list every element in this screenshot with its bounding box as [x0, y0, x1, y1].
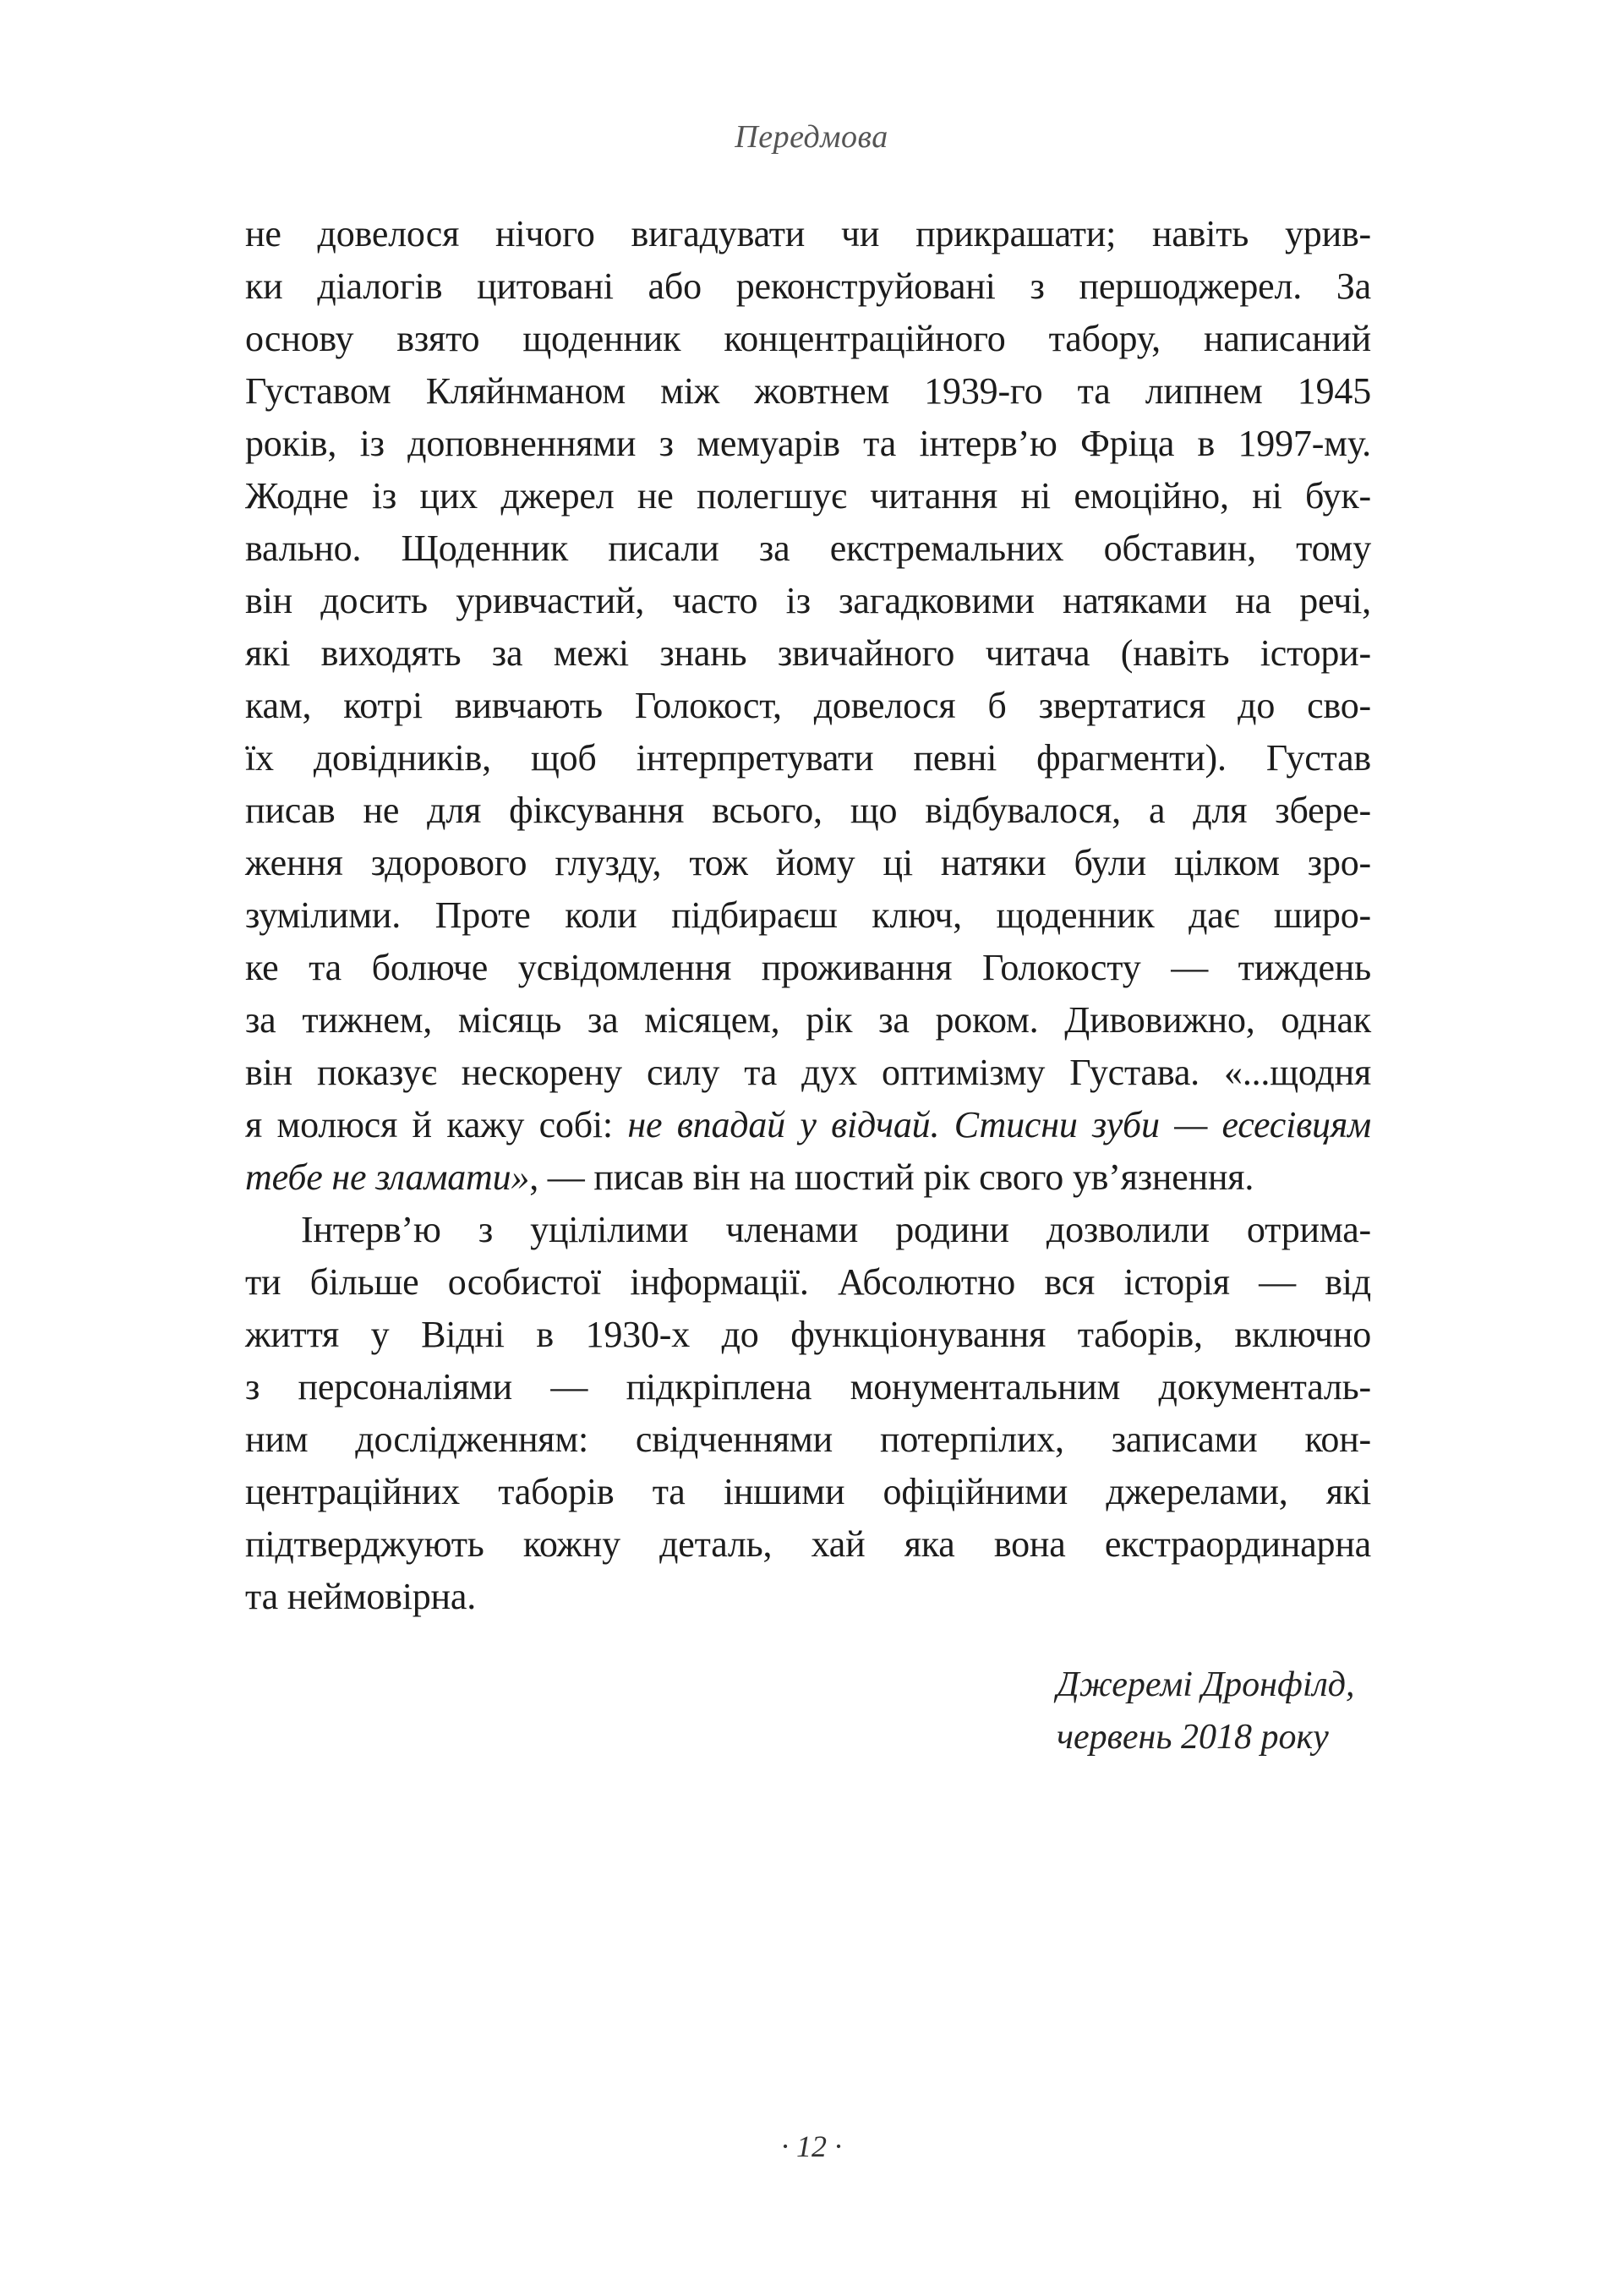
text-line: основу взято щоденник концентраційного табору, написаний: [245, 318, 1371, 359]
main-text: [245, 208, 1371, 1623]
text-line: ним дослідженням: свідченнями потерпілих, записами кон-: [245, 1419, 1371, 1460]
text-line: Жодне із цих джерел не полегшує читання ні емоційно, ні бук-: [245, 475, 1371, 517]
text-line: центраційних таборів та іншими офіційними джерелами, які: [245, 1471, 1371, 1512]
quote-italic: Стисни зуби — есесівцям: [939, 1104, 1371, 1145]
text-line: років, із доповненнями з мемуарів та інтерв’ю Фріца в 1997-му.: [245, 423, 1371, 464]
text-line: їх довідників, щоб інтерпретувати певні фрагменти). Густав: [245, 737, 1371, 779]
text-line: ки діалогів цитовані або реконструйовані з першоджерел. За: [245, 265, 1371, 307]
text-line: підтверджують кожну деталь, хай яка вона екстраординарна: [245, 1523, 1371, 1565]
text-line: ке та болюче усвідомлення проживання Голокосту — тиждень: [245, 947, 1371, 988]
text-line: зумілими. Проте коли підбираєш ключ, щоденник дає широ-: [245, 894, 1371, 936]
paragraph-1: [245, 208, 1371, 1204]
quote-italic: не впадай у відчай.: [627, 1104, 940, 1145]
quote-attribution: , — писав він на шостий рік свого ув’язнення.: [529, 1156, 1254, 1198]
signature: [1057, 1659, 1355, 1763]
text-line: вально. Щоденник писали за екстремальних обставин, тому: [245, 528, 1371, 569]
text-line: ти більше особистої інформації. Абсолютно вся історія — від: [245, 1261, 1371, 1303]
quote-lead: я молюся й кажу собі:: [245, 1104, 628, 1145]
text-line: Густавом Кляйнманом між жовтнем 1939-го та липнем 1945: [245, 370, 1371, 412]
running-head: Передмова: [735, 119, 888, 155]
text-line: які виходять за межі знань звичайного читача (навіть істори-: [245, 632, 1371, 674]
text-line: він досить уривчастий, часто із загадковими натяками на речі,: [245, 580, 1371, 621]
text-line-quote: [245, 1099, 1371, 1151]
text-line-quote-end: [245, 1151, 1371, 1204]
signature-author: Джеремі Дронфілд,: [1057, 1665, 1355, 1704]
text-line: кам, котрі вивчають Голокост, довелося б звертатися до сво-: [245, 685, 1371, 726]
text-line: не довелося нічого вигадувати чи прикрашати; навіть урив-: [245, 213, 1371, 254]
paragraph-2: [245, 1204, 1371, 1623]
text-line: з персоналіями — підкріплена монументальним документаль-: [245, 1366, 1371, 1408]
quote-italic: тебе не зламати»: [245, 1156, 530, 1198]
text-line: писав не для фіксування всього, що відбувалося, а для збере-: [245, 790, 1371, 831]
text-line: він показує нескорену силу та дух оптимізму Густава. «...щодня: [245, 1052, 1371, 1093]
text-line: життя у Відні в 1930-х до функціонування таборів, включно: [245, 1314, 1371, 1355]
text-line: ження здорового глузду, тож йому ці натяки були цілком зро-: [245, 842, 1371, 883]
signature-date: червень 2018 року: [1057, 1718, 1329, 1757]
page-number: · 12 ·: [781, 2129, 842, 2163]
text-line: та неймовірна.: [245, 1576, 477, 1617]
text-line: Інтерв’ю з уцілілими членами родини дозволили отрима-: [301, 1209, 1371, 1250]
text-line: за тижнем, місяць за місяцем, рік за роком. Дивовижно, однак: [245, 999, 1371, 1041]
